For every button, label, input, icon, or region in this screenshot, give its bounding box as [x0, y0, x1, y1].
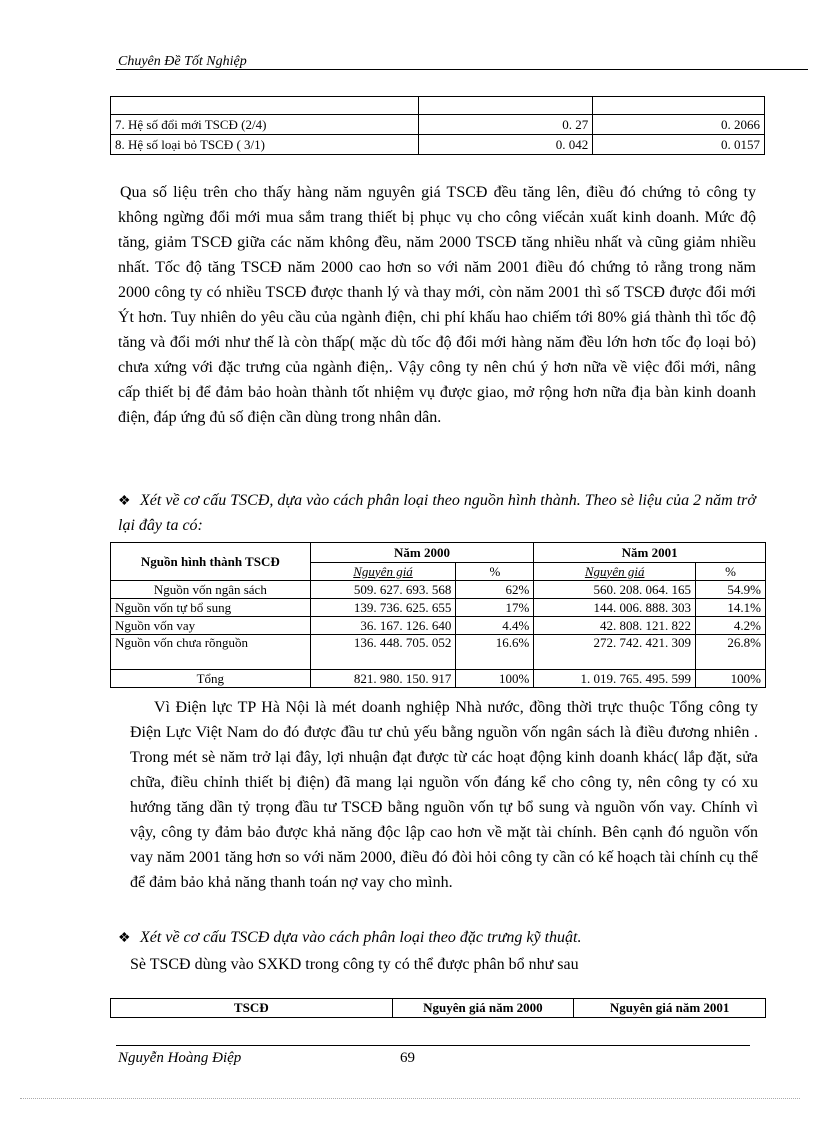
diamond-bullet-icon: ❖	[118, 494, 131, 509]
table-cell: 0. 042	[418, 135, 593, 155]
header-title: Chuyên Đề Tốt Nghiệp	[118, 54, 247, 69]
technical-table	[110, 998, 766, 1018]
table-cell: 7. Hệ số đổi mới TSCĐ (2/4)	[111, 115, 419, 135]
table-cell: 821. 980. 150. 917	[310, 670, 456, 688]
row-label: Tổng	[111, 670, 311, 688]
table-cell	[418, 97, 593, 115]
header-divider	[116, 69, 808, 70]
table-header-row	[111, 543, 766, 563]
table-cell: 100%	[696, 670, 766, 688]
bullet-text: Xét về cơ cấu TSCĐ, dựa vào cách phân loại theo nguồn hình thành. Theo sè liệu của 2 năm trở lại đây ta có:	[118, 492, 756, 534]
table-cell: 26.8%	[696, 635, 766, 670]
table-row	[111, 97, 765, 115]
table-cell: 16.6%	[456, 635, 534, 670]
table-cell: 42. 808. 121. 822	[534, 617, 696, 635]
table-cell: 17%	[456, 599, 534, 617]
table-row	[111, 617, 766, 635]
table-cell: 136. 448. 705. 052	[310, 635, 456, 670]
table-cell: 54.9%	[696, 581, 766, 599]
table-cell: 0. 0157	[593, 135, 765, 155]
table-cell: 272. 742. 421. 309	[534, 635, 696, 670]
diamond-bullet-icon: ❖	[118, 931, 131, 946]
table-row	[111, 581, 766, 599]
table-cell: 0. 2066	[593, 115, 765, 135]
header-source: Nguồn hình thành TSCĐ	[111, 543, 311, 581]
table-cell	[593, 97, 765, 115]
header-value-2001: Nguyên giá năm 2001	[574, 999, 766, 1018]
ratio-table	[110, 96, 765, 155]
table-cell: 8. Hệ số loại bỏ TSCĐ ( 3/1)	[111, 135, 419, 155]
table-cell: 144. 006. 888. 303	[534, 599, 696, 617]
table-cell: 560. 208. 064. 165	[534, 581, 696, 599]
table-cell: 509. 627. 693. 568	[310, 581, 456, 599]
header-year-2000: Năm 2000	[310, 543, 534, 563]
row-label: Nguồn vốn tự bổ sung	[111, 599, 311, 617]
footer-author: Nguyễn Hoàng Điệp	[118, 1050, 242, 1066]
subheader-pct: %	[696, 563, 766, 581]
table-cell: 62%	[456, 581, 534, 599]
row-label: Nguồn vốn chưa rõnguồn	[111, 635, 311, 670]
table-cell: 4.2%	[696, 617, 766, 635]
page-number: 69	[400, 1050, 415, 1066]
source-structure-table	[110, 542, 766, 688]
footer-divider	[116, 1045, 750, 1046]
table-header-row	[111, 999, 766, 1018]
table-cell: 0. 27	[418, 115, 593, 135]
header-tscd: TSCĐ	[111, 999, 393, 1018]
subheader-value: Nguyên giá	[534, 563, 696, 581]
table-cell	[111, 97, 419, 115]
bullet-source-structure	[118, 489, 758, 538]
paragraph-funding: Vì Điện lực TP Hà Nội là mét doanh nghiệp Nhà nước, đồng thời trực thuộc Tổng công ty Điện Lực Việt Nam do đó được đầu tư chủ yếu bằng nguồn vốn ngân sách là điều đương nhiên . Trong mét sè năm trở lại đây, lợi nhuận đạt được từ các hoạt động kinh doanh khác( lắp đặt, sửa chữa, điều chỉnh thiết bị điện) đã mang lại nguồn vốn đáng kể cho công ty, nên công ty có xu hướng tăng dần tỷ trọng đầu tư TSCĐ bằng nguồn vốn tự bổ sung và nguồn vốn vay. Chính vì vậy, công ty đảm bảo được khả năng độc lập cao hơn về mặt tài chính. Bên cạnh đó nguồn vốn vay năm 2001 tăng hơn so với năm 2000, điều đó đòi hỏi công ty cần có kế hoạch tài chính cụ thể để đảm bảo khả năng thanh toán nợ vay cho mình.	[130, 699, 758, 891]
table-cell: 100%	[456, 670, 534, 688]
table-cell: 139. 736. 625. 655	[310, 599, 456, 617]
bullet-text: Xét về cơ cấu TSCĐ dựa vào cách phân loại theo đặc trưng kỹ thuật.	[140, 929, 582, 946]
table-row	[111, 135, 765, 155]
subheader-pct: %	[456, 563, 534, 581]
bullet-technical-structure	[118, 926, 758, 951]
table-row	[111, 115, 765, 135]
page-edge-divider	[20, 1098, 800, 1099]
table-total-row	[111, 670, 766, 688]
header-value-2000: Nguyên giá năm 2000	[392, 999, 574, 1018]
table-row	[111, 599, 766, 617]
table-cell: 1. 019. 765. 495. 599	[534, 670, 696, 688]
row-label: Nguồn vốn vay	[111, 617, 311, 635]
paragraph-analysis: Qua số liệu trên cho thấy hàng năm nguyên giá TSCĐ đều tăng lên, điều đó chứng tỏ công ty không ngừng đổi mới mua sắm trang thiết bị phục vụ cho công viếcản xuất kinh doanh. Mức độ tăng, giảm TSCĐ giữa các năm không đều, năm 2000 TSCĐ tăng nhiều nhất và cũng giảm nhiều nhất. Tốc độ tăng TSCĐ năm 2000 cao hơn so với năm 2001 điều đó chứng tỏ rằng trong năm 2000 công ty có nhiều TSCĐ được thanh lý và thay mới, còn năm 2001 thì số TSCĐ được đổi mới Ýt hơn. Tuy nhiên do yêu cầu của ngành điện, chi phí khấu hao chiếm tới 80% giá thành thì tốc độ tăng và đổi mới như thế là còn thấp( mặc dù tốc độ đổi mới hàng năm đều lớn hơn tốc đọ loại bỏ) chưa xứng với đặc trưng của ngành điện,. Vậy công ty nên chú ý hơn nữa về việc đổi mới, nâng cấp thiết bị để đảm bảo hoàn thành tốt nhiệm vụ được giao, mở rộng hơn nữa địa bàn kinh doanh điện, đáp ứng đủ số điện cần dùng trong nhân dân.	[118, 184, 756, 426]
table-row	[111, 635, 766, 670]
subheader-value: Nguyên giá	[310, 563, 456, 581]
table-cell: 36. 167. 126. 640	[310, 617, 456, 635]
paragraph-allocation: Sè TSCĐ dùng vào SXKD trong công ty có thể được phân bổ như sau	[130, 956, 579, 973]
table-cell: 14.1%	[696, 599, 766, 617]
table-cell: 4.4%	[456, 617, 534, 635]
row-label: Nguồn vốn ngân sách	[111, 581, 311, 599]
header-year-2001: Năm 2001	[534, 543, 766, 563]
